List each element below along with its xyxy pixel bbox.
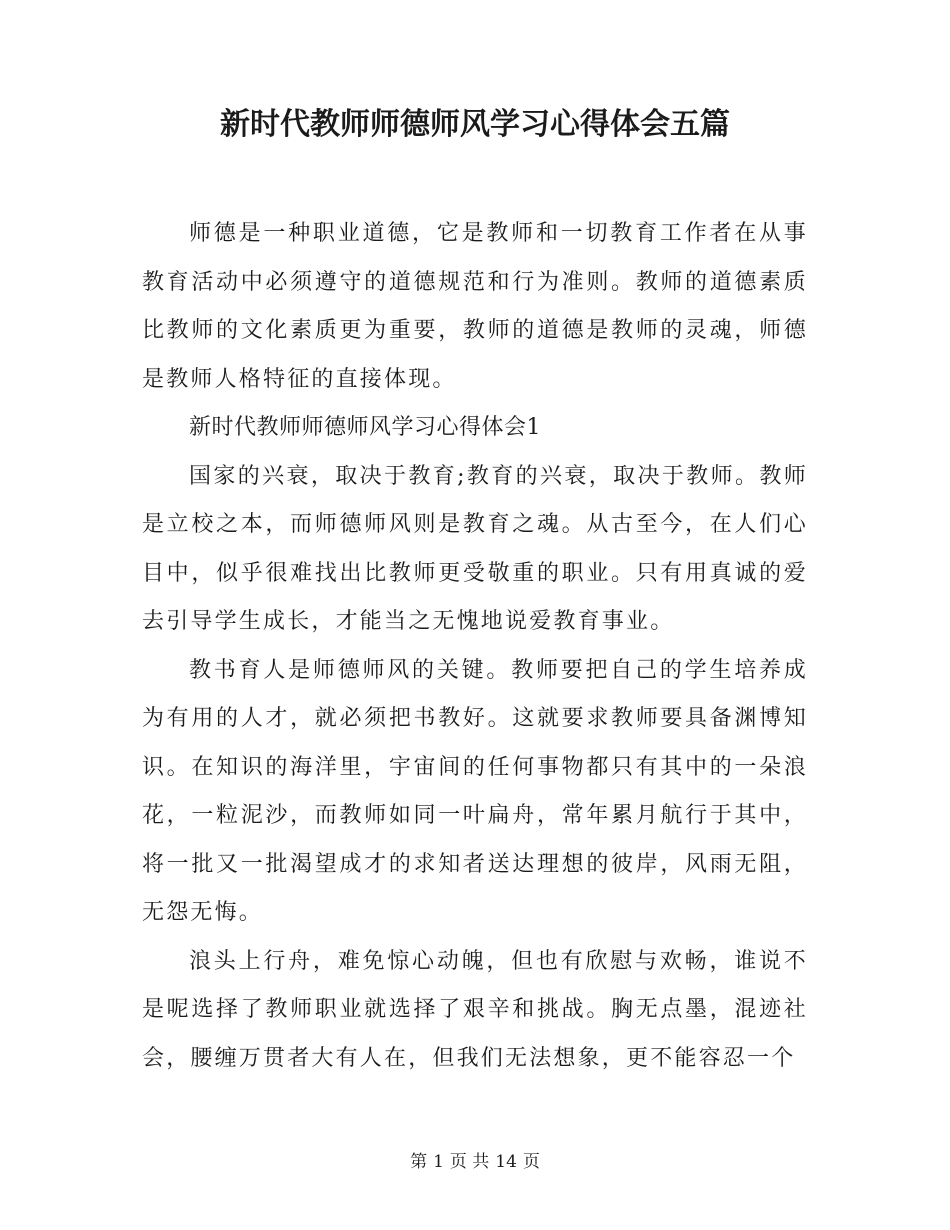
body-paragraph: 浪头上行舟，难免惊心动魄，但也有欣慰与欢畅，谁说不是呢选择了教师职业就选择了艰辛和挑战。胸无点墨，混迹社会，腰缠万贯者大有人在，但我们无法想象，更不能容忍一个	[142, 948, 808, 1071]
document-title: 新时代教师师德师风学习心得体会五篇	[220, 107, 730, 142]
page-label-prefix: 第	[410, 1152, 428, 1172]
page-footer	[0, 1148, 950, 1176]
total-pages-number: 14	[495, 1152, 517, 1172]
intro-paragraph: 师德是一种职业道德，它是教师和一切教育工作者在从事教育活动中必须遵守的道德规范和行为准则。教师的道德素质比教师的文化素质更为重要，教师的道德是教师的灵魂，师德是教师人格特征的直接体现。	[142, 221, 808, 392]
page-label-suffix: 页	[522, 1152, 540, 1172]
current-page-number: 1	[433, 1152, 444, 1172]
page-label-mid: 页 共	[449, 1152, 490, 1172]
body-paragraph: 教书育人是师德师风的关键。教师要把自己的学生培养成为有用的人才，就必须把书教好。这就要求教师要具备渊博知识。在知识的海洋里，宇宙间的任何事物都只有其中的一朵浪花，一粒泥沙，而教师如同一叶扁舟，常年累月航行于其中，将一批又一批渴望成才的求知者送达理想的彼岸，风雨无阻，无怨无悔。	[142, 657, 808, 925]
body-paragraph: 国家的兴衰，取决于教育;教育的兴衰，取决于教师。教师是立校之本，而师德师风则是教育之魂。从古至今，在人们心目中，似乎很难找出比教师更受敬重的职业。只有用真诚的爱去引导学生成长，才能当之无愧地说爱教育事业。	[142, 463, 808, 634]
section-heading: 新时代教师师德师风学习心得体会1	[189, 415, 541, 440]
document-body	[142, 210, 808, 1083]
